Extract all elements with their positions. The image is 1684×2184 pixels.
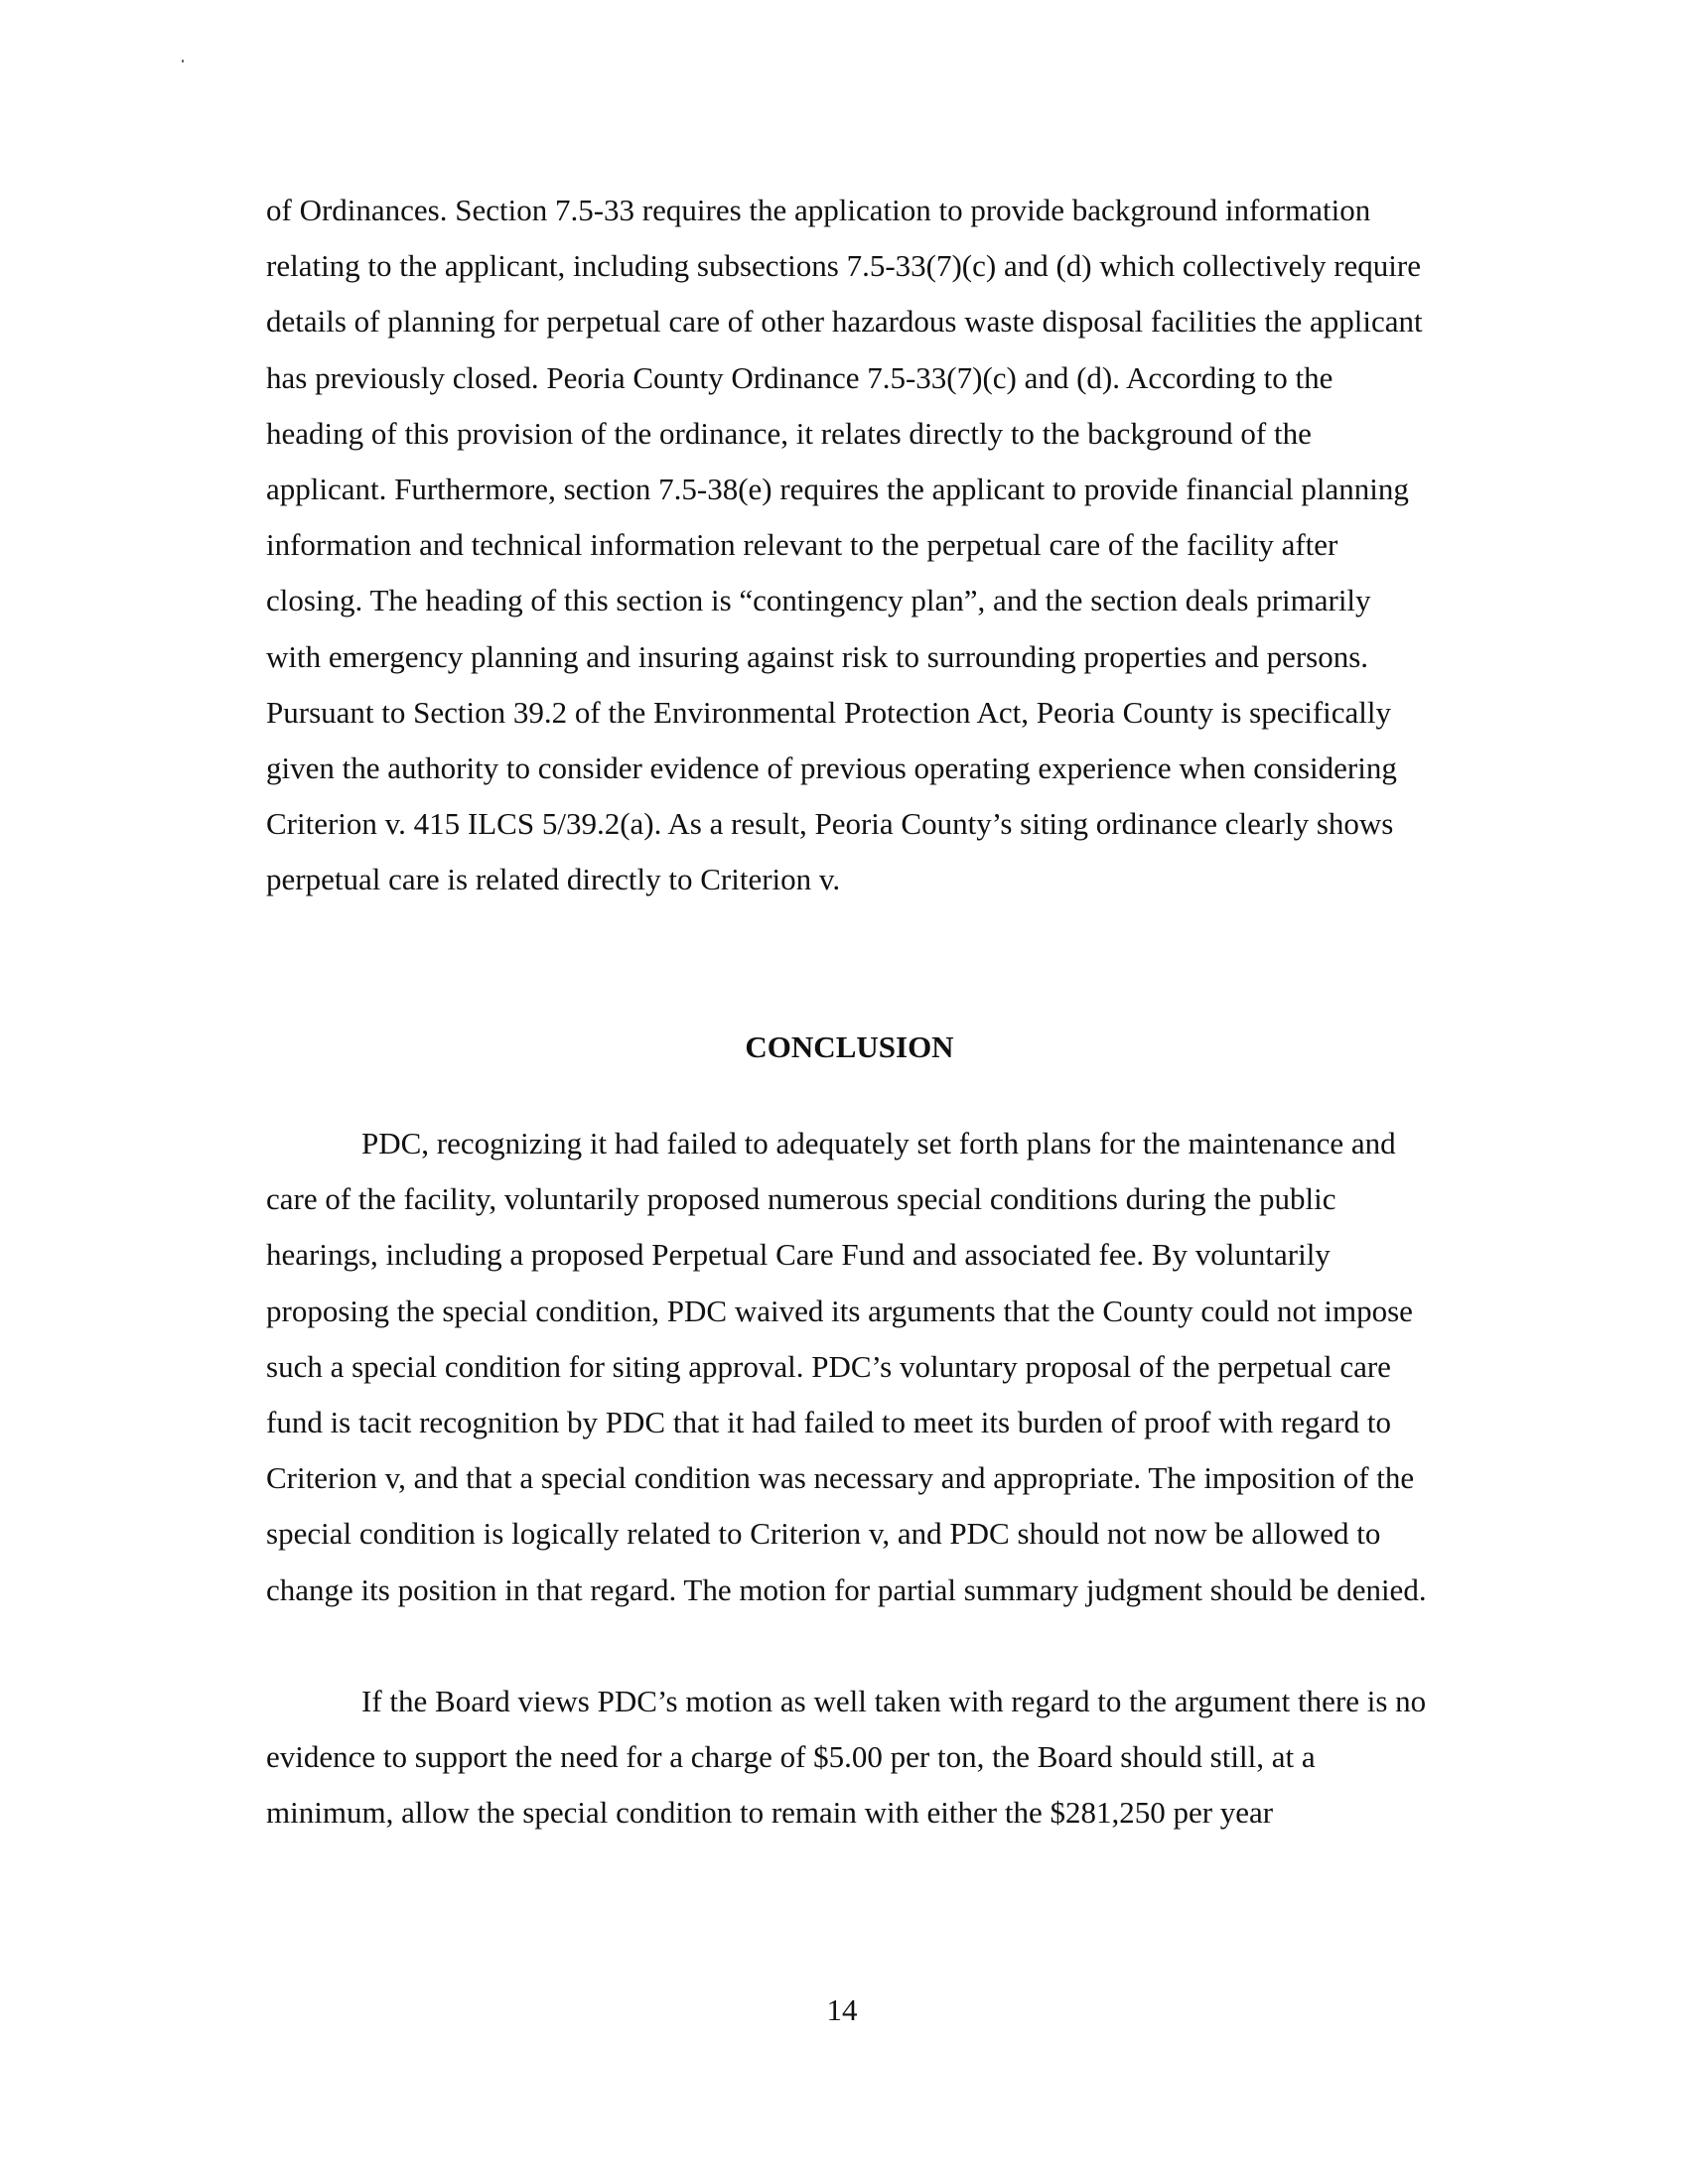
section-heading-conclusion: CONCLUSION [745,1029,954,1064]
paragraph-board-alternative: If the Board views PDC’s motion as well taken with regard to the argument there is no evidence to support the need for a charge of $5.00 per ton, the Board should still, at a minimum, allow the special condition to remain with either the $281,250 per year [266,1684,1427,1831]
paragraph-conclusion-pdc: PDC, recognizing it had failed to adequately set forth plans for the maintenance and care of the facility, voluntarily proposed numerous special conditions during the public hearings, including a proposed Perpetual Care Fund and associated fee. By voluntarily proposing the special condition, PDC waived its arguments that the County could not impose such a special condition for siting approval. PDC’s voluntary proposal of the perpetual care fund is tacit recognition by PDC that it had failed to meet its burden of proof with regard to Criterion v, and that a special condition was necessary and appropriate. The imposition of the special condition is logically related to Criterion v, and PDC should not now be allowed to change its position in that regard. The motion for partial summary judgment should be denied. [266,1126,1427,1607]
page-number: 14 [826,1992,858,2027]
paragraph-ordinance-background: of Ordinances. Section 7.5-33 requires the application to provide background information relating to the applicant, including subsections 7.5-33(7)(c) and (d) which collectively require details of planning for perpetual care of other hazardous waste disposal facilities the applicant has previously closed. Peoria County Ordinance 7.5-33(7)(c) and (d). According to the heading of this provision of the ordinance, it relates directly to the background of the applicant. Furthermore, section 7.5-38(e) requires the applicant to provide financial planning information and technical information relevant to the perpetual care of the facility after closing. The heading of this section is “contingency plan”, and the section deals primarily with emergency planning and insuring against risk to surrounding properties and persons. Pursuant to Section 39.2 of the Environmental Protection Act, Peoria County is specifically given the authority to consider evidence of previous operating experience when considering Criterion v. 415 ILCS 5/39.2(a). As a result, Peoria County’s siting ordinance clearly shows perpetual care is related directly to Criterion v. [266,193,1423,897]
scan-speck [182,60,184,63]
